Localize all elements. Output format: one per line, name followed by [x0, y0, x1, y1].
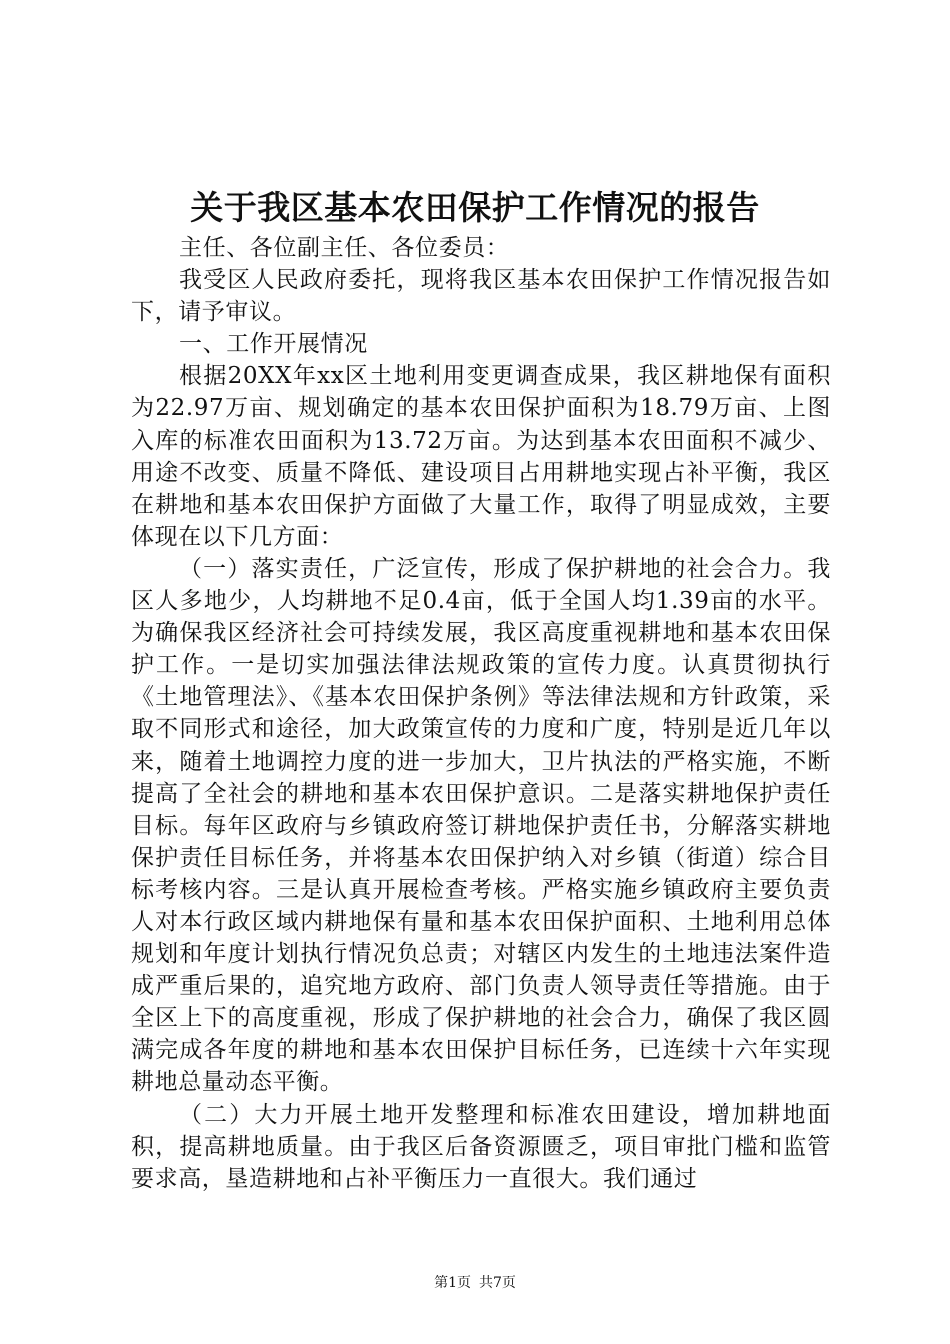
page-footer [0, 1273, 950, 1293]
paragraph-item-2: （二）大力开展土地开发整理和标准农田建设，增加耕地面积，提高耕地质量。由于我区后备资源匮乏，项目审批门槛和监管要求高，垦造耕地和占补平衡压力一直很大。我们通过 [131, 1101, 831, 1192]
salutation: 主任、各位副主任、各位委员： [179, 235, 510, 261]
paragraph-intro: 我受区人民政府委托，现将我区基本农田保护工作情况报告如下，请予审议。 [131, 267, 831, 326]
document-title: 关于我区基本农田保护工作情况的报告 [190, 188, 760, 227]
document-body [131, 232, 831, 1195]
page-total: 共7页 [479, 1275, 516, 1291]
paragraph-overview: 根据20XX年xx区土地利用变更调查成果，我区耕地保有面积为22.97万亩、规划确定的基本农田保护面积为18.79万亩、上图入库的标准农田面积为13.72万亩。为达到基本农田面积不减少、用途不改变、质量不降低、建设项目占用耕地实现占补平衡，我区在耕地和基本农田保护方面做了大量工作，取得了明显成效，主要体现在以下几方面： [131, 363, 831, 550]
section-heading: 一、工作开展情况 [179, 331, 368, 358]
paragraph-item-1: （一）落实责任，广泛宣传，形成了保护耕地的社会合力。我区人多地少，人均耕地不足0.4亩，低于全国人均1.39亩的水平。为确保我区经济社会可持续发展，我区高度重视耕地和基本农田保护工作。一是切实加强法律法规政策的宣传力度。认真贯彻执行《土地管理法》、《基本农田保护条例》等法律法规和方针政策，采取不同形式和途径，加大政策宣传的力度和广度，特别是近几年以来，随着土地调控力度的进一步加大，卫片执法的严格实施，不断提高了全社会的耕地和基本农田保护意识。二是落实耕地保护责任目标。每年区政府与乡镇政府签订耕地保护责任书，分解落实耕地保护责任目标任务，并将基本农田保护纳入对乡镇（街道）综合目标考核内容。三是认真开展检查考核。严格实施乡镇政府主要负责人对本行政区域内耕地保有量和基本农田保护面积、土地利用总体规划和年度计划执行情况负总责；对辖区内发生的土地违法案件造成严重后果的，追究地方政府、部门负责人领导责任等措施。由于全区上下的高度重视，形成了保护耕地的社会合力，确保了我区圆满完成各年度的耕地和基本农田保护目标任务，已连续十六年实现耕地总量动态平衡。 [131, 555, 831, 1096]
page-number: 第1页 [434, 1275, 471, 1291]
